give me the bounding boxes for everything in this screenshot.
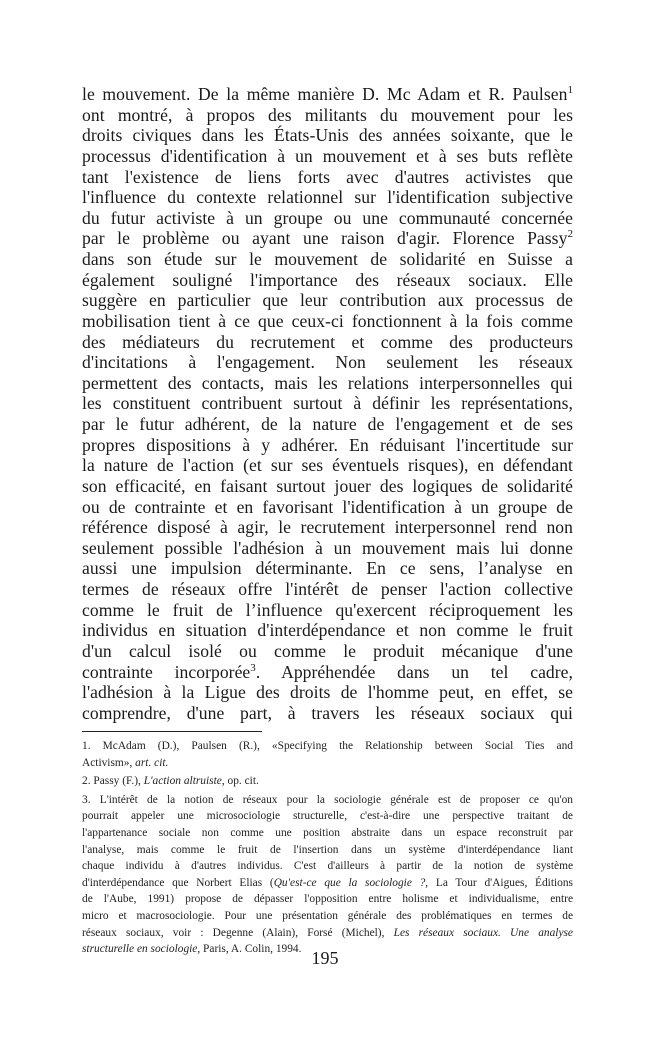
- text-line: [82, 455, 573, 476]
- footnote-1-line: [82, 755, 573, 772]
- footnote-separator: [82, 731, 262, 732]
- text-segment: le mouvement. De la même manière D. Mc Adam et R. Paulsen: [82, 84, 568, 104]
- text-line: [82, 249, 573, 270]
- text-line: [82, 620, 573, 641]
- footnote-3-line: de l'Aube, 1991) propose de dépasser l'opposition entre holisme et individualisme, entre: [82, 893, 573, 906]
- footnote-3-line: [82, 875, 573, 892]
- footnote-reference[interactable]: 2: [567, 228, 573, 241]
- text-line: [82, 84, 573, 105]
- footnote-title-italic: structurelle en sociologie: [82, 943, 198, 956]
- text-segment: du futur activiste à un groupe ou une communauté concernée: [82, 207, 573, 228]
- text-line: [82, 497, 573, 518]
- text-line: [82, 476, 573, 497]
- text-segment: comprendre, d'une part, à travers les réseaux sociaux qui: [82, 702, 573, 723]
- text-segment: aussi une impulsion déterminante. En ce sens, l’analyse en: [82, 558, 573, 579]
- text-line: [82, 641, 573, 662]
- page-body: [82, 84, 573, 723]
- text-segment: droits civiques dans les États-Unis des années soixante, que le: [82, 125, 573, 146]
- footnote-3-line: l'analyse, mais comme le fruit de l'insertion dans un système d'interdépendance liant: [82, 843, 573, 856]
- text-segment: mobilisation tient à ce que ceux-ci fonctionnent à la fois comme: [82, 310, 573, 331]
- text-line: [82, 435, 573, 456]
- text-segment: ou de contrainte et en favorisant l'identification à un groupe de: [82, 496, 573, 517]
- text-segment: processus d'identification à un mouvement et à ses buts reflète: [82, 145, 573, 166]
- text-line: [82, 703, 573, 724]
- text-line: [82, 290, 573, 311]
- footnote-3-line: chaque individu à d'autres individus. C'est d'ailleurs à partir de la notion de système: [82, 860, 573, 873]
- footnote-2-line: [82, 773, 573, 790]
- footnote-3-line: micro et macrosociologie. Pour une présentation générale des problématiques en termes de: [82, 909, 573, 922]
- text-line: [82, 352, 573, 373]
- text-segment: comme le fruit de l’influence qu'exercent réciproquement les: [82, 599, 573, 620]
- text-segment: permettent des contacts, mais les relations interpersonnelles qui: [82, 372, 573, 393]
- text-line: [82, 167, 573, 188]
- text-line: [82, 558, 573, 579]
- text-segment: par le problème ou ayant une raison d'agir. Florence Passy: [82, 228, 568, 249]
- footnote-title-italic: Les réseaux sociaux. Une analyse: [393, 926, 573, 939]
- text-segment: l'influence du contexte relationnel sur l'identification subjective: [82, 187, 573, 208]
- footnote-text: , Paris, A. Colin, 1994.: [197, 943, 302, 956]
- text-segment: par le futur adhérent, de la nature de l'engagement et de ses: [82, 414, 573, 434]
- footnote-title-italic: L'action altruiste: [143, 775, 222, 788]
- text-line: [82, 600, 573, 621]
- text-line: [82, 414, 573, 435]
- text-segment: d'un calcul isolé ou comme le produit mécanique d'une: [82, 640, 573, 661]
- text-line: [82, 373, 573, 394]
- footnote-citation-italic: art. cit.: [135, 756, 169, 769]
- text-line: [82, 146, 573, 167]
- text-line: [82, 270, 573, 291]
- text-segment: d'incitations à l'engagement. Non seulement les réseaux: [82, 352, 573, 373]
- footnote-3-line: l'appartenance sociale non comme une position abstraite dans un espace reconstruit par: [82, 826, 573, 839]
- footnote-2: [82, 773, 573, 790]
- footnote-1: [82, 738, 573, 771]
- text-line: [82, 208, 573, 229]
- text-segment: référence disposé à agir, le recrutement interpersonnel rend non: [82, 517, 573, 538]
- text-segment: tant l'existence de liens forts avec d'autres activistes que: [82, 166, 573, 187]
- text-line: [82, 393, 573, 414]
- text-line: [82, 662, 573, 683]
- text-segment: propres dispositions à y adhérer. En réduisant l'incertitude sur: [82, 434, 573, 455]
- text-line: [82, 311, 573, 332]
- footnote-text: , La Tour d'Aigues, Éditions: [425, 876, 573, 889]
- text-segment: l'adhésion à la Ligue des droits de l'homme peut, en effet, se: [82, 682, 573, 703]
- text-segment: . Appréhendée dans un tel cadre,: [255, 661, 573, 682]
- text-segment: individus en situation d'interdépendance et non comme le fruit: [82, 620, 573, 641]
- footnote-text: 2. Passy (F.),: [82, 775, 144, 788]
- text-segment: les constituent contribuent surtout à définir les représentations,: [82, 393, 573, 414]
- text-line: [82, 517, 573, 538]
- text-segment: seulement possible l'adhésion à un mouvement mais lui donne: [82, 537, 573, 558]
- text-line: [82, 332, 573, 353]
- footnote-text: d'interdépendance que Norbert Elias (: [82, 876, 274, 889]
- text-segment: contrainte incorporée: [82, 661, 251, 682]
- footnote-3-line: [82, 925, 573, 942]
- footnotes: [82, 738, 573, 960]
- footnote-text: Activism»,: [82, 756, 136, 769]
- footnote-text: , op. cit.: [221, 775, 259, 788]
- footnote-1-line: 1. McAdam (D.), Paulsen (R.), «Specifying the Relationship between Social Ties and: [82, 740, 573, 752]
- footnote-3: [82, 792, 573, 958]
- text-line: [82, 682, 573, 703]
- text-segment: ont montré, à propos des militants du mouvement pour les: [82, 104, 573, 125]
- text-line: [82, 105, 573, 126]
- text-line: [82, 187, 573, 208]
- footnote-text: réseaux sociaux, voir : Degenne (Alain), Forsé (Michel),: [82, 926, 394, 939]
- footnote-reference[interactable]: 1: [567, 84, 573, 96]
- text-line: [82, 125, 573, 146]
- footnote-title-italic: Qu'est-ce que la sociologie ?: [273, 876, 426, 889]
- text-line: [82, 538, 573, 559]
- text-line: [82, 228, 573, 249]
- footnote-3-line: 3. L'intérêt de la notion de réseaux pour la sociologie générale est de proposer ce qu'on: [82, 793, 573, 806]
- text-line: [82, 579, 573, 600]
- text-segment: termes de réseaux offre l'intérêt de penser l'action collective: [82, 579, 573, 599]
- text-segment: son efficacité, en faisant surtout jouer des logiques de solidarité: [82, 475, 573, 496]
- text-segment: suggère en particulier que leur contribution aux processus de: [82, 290, 573, 311]
- text-segment: également souligné l'importance des réseaux sociaux. Elle: [82, 269, 573, 290]
- body-paragraph: [82, 84, 573, 723]
- text-segment: la nature de l'action (et sur ses éventuels risques), en défendant: [82, 455, 573, 476]
- text-segment: des médiateurs du recrutement et comme des producteurs: [82, 331, 573, 352]
- footnote-reference[interactable]: 3: [250, 661, 256, 674]
- text-segment: dans son étude sur le mouvement de solidarité en Suisse a: [82, 249, 573, 269]
- footnote-3-line: pourrait appeler une microsociologie structurelle, c'est-à-dire une perspective traitant de: [82, 810, 573, 823]
- page-number: 195: [311, 948, 339, 968]
